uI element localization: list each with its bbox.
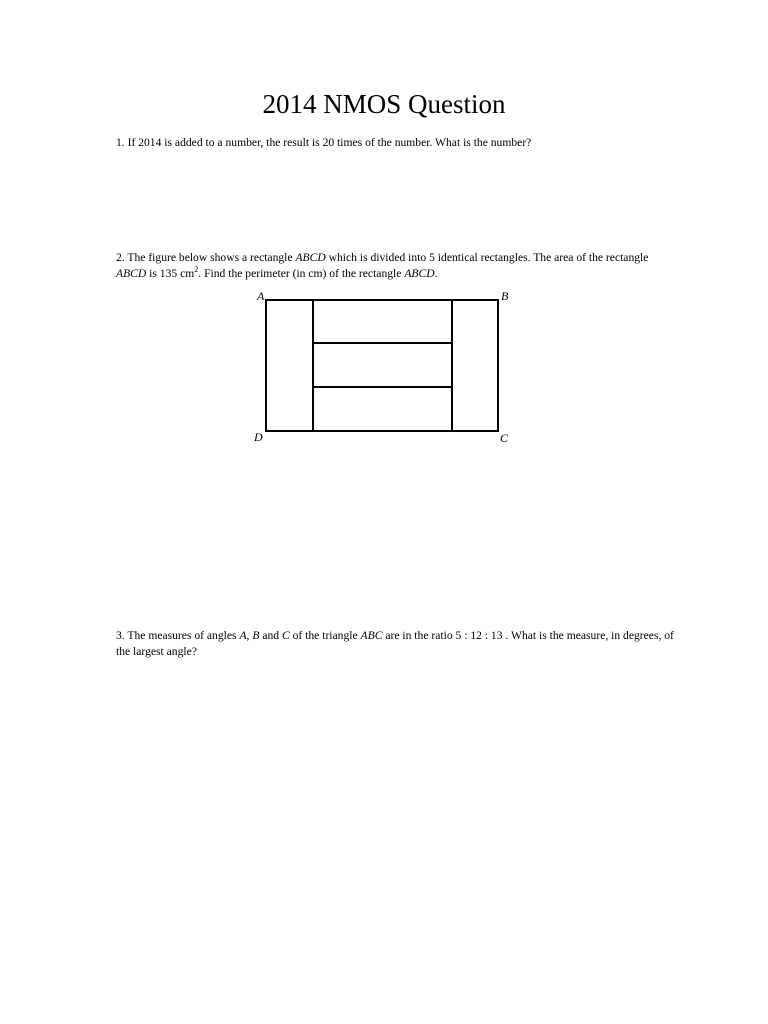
question-3-var-c: C (281, 629, 290, 642)
question-2-text-e: . (434, 266, 438, 280)
question-2-var-b: ABCD (116, 266, 147, 280)
question-1 (116, 135, 676, 151)
question-2-number: 2. (116, 251, 128, 264)
label-d: D (254, 430, 263, 444)
label-a: A (257, 289, 265, 303)
question-3-var-a: A (239, 629, 247, 642)
question-3-var-b: B (252, 629, 260, 642)
question-2-var-c: ABCD (404, 266, 435, 280)
question-2-superscript: 2 (194, 264, 199, 274)
label-b: B (501, 289, 509, 303)
question-3-text-d: are in the ratio 5 : 12 : 13 . What is the measure, in degrees, of the largest angle? (116, 629, 674, 658)
question-2-text-b: which is divided into 5 identical rectangles. The area of the rectangle (325, 251, 649, 264)
question-1-number: 1. (116, 136, 128, 149)
question-3 (116, 628, 676, 659)
question-3-var-d: ABC (360, 629, 383, 642)
question-2-text-c: is 135 cm (146, 266, 195, 280)
question-2-text-a: The figure below shows a rectangle (127, 251, 296, 264)
question-2-var-a: ABCD (295, 251, 326, 264)
page-title: 2014 NMOS Question (262, 89, 506, 119)
rectangle-abcd-outline (266, 300, 498, 431)
question-3-text-a: The measures of angles (127, 629, 240, 642)
label-c: C (500, 431, 509, 445)
question-2-text-d: . Find the perimeter (in cm) of the rectangle (198, 266, 405, 280)
rectangle-diagram (250, 284, 520, 449)
question-3-number: 3. (116, 629, 128, 642)
question-3-text-b: and (259, 629, 282, 642)
question-1-text: If 2014 is added to a number, the result is 20 times of the number. What is the number? (127, 136, 532, 149)
question-2 (116, 250, 676, 281)
rectangle-figure (250, 284, 520, 449)
question-3-sep-a: , (246, 629, 253, 642)
question-3-text-c: of the triangle (289, 629, 361, 642)
